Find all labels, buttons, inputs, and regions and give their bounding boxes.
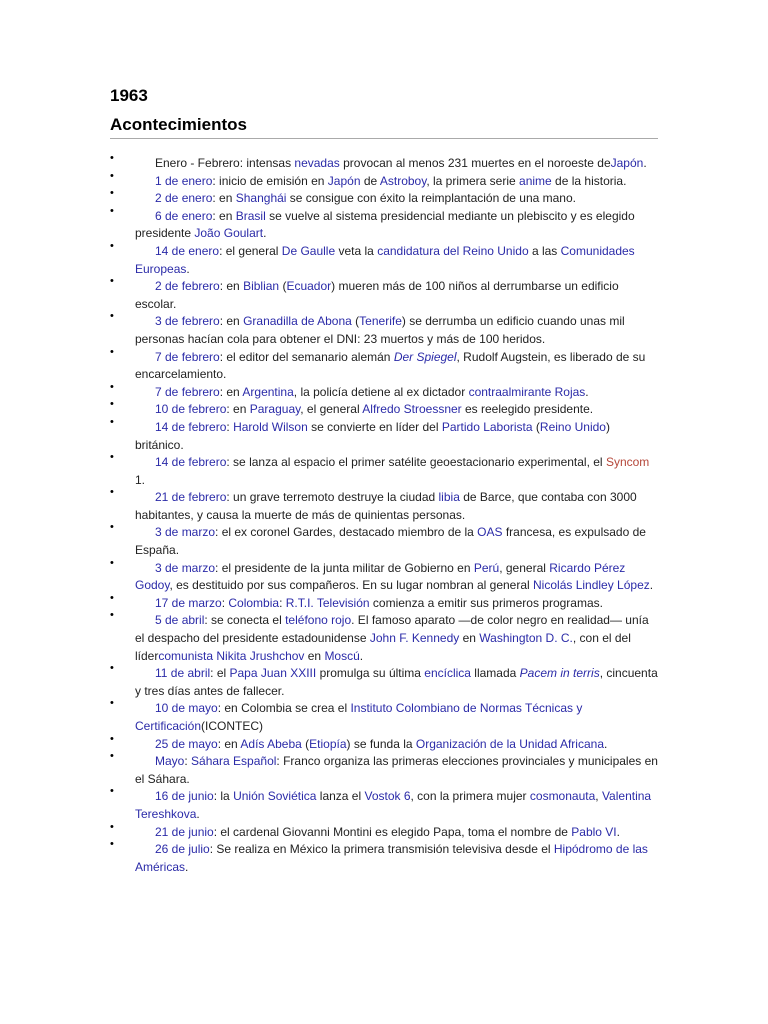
article-link[interactable]: Instituto Colombiano de Normas Técnicas y Certificación <box>135 701 583 733</box>
article-link[interactable]: 10 de febrero <box>155 402 227 417</box>
article-link[interactable]: nevadas <box>294 156 340 170</box>
event-text: ( <box>351 314 360 329</box>
event-text: . <box>643 156 647 170</box>
article-link[interactable]: candidatura del Reino Unido <box>377 243 529 258</box>
article-link[interactable]: Unión Soviética <box>233 789 317 804</box>
bullet-icon: • <box>110 169 114 182</box>
article-link[interactable]: libia <box>438 490 460 505</box>
article-link[interactable]: Paraguay <box>249 402 301 417</box>
event-text: llamada <box>470 666 520 681</box>
event-item <box>110 591 658 613</box>
event-text: Enero - Febrero: intensas <box>155 156 295 170</box>
article-link[interactable]: Organización de la Unidad Africana <box>415 736 604 751</box>
article-link[interactable]: 10 de mayo <box>155 701 218 716</box>
event-text: , el general <box>300 402 363 417</box>
article-link[interactable]: Comunidades Europeas <box>135 243 635 276</box>
article-link[interactable]: 7 de febrero <box>155 384 220 399</box>
event-text: comienza a emitir sus primeros programas. <box>369 595 603 610</box>
article-link[interactable]: Papa Juan XXIII <box>229 666 317 681</box>
missing-article-link[interactable]: Syncom <box>605 455 650 470</box>
bullet-icon: • <box>110 451 114 464</box>
article-link[interactable]: Nicolás Lindley López <box>533 578 650 593</box>
event-item <box>110 310 658 348</box>
article-link[interactable]: Ricardo Pérez Godoy <box>135 560 626 593</box>
event-text: : el <box>210 666 230 681</box>
event-item <box>110 785 658 823</box>
event-text: de Barce, que contaba con 3000 habitantes, y causa la muerte de más de quinientas personas. <box>135 490 637 522</box>
event-item <box>110 820 658 842</box>
event-item <box>110 556 658 595</box>
article-link[interactable]: Mayo <box>155 754 185 769</box>
event-text: . <box>359 648 364 663</box>
article-link[interactable]: João Goulart <box>194 226 264 241</box>
event-text: : <box>279 595 286 610</box>
event-text: , la policía detiene al ex dictador <box>293 384 469 399</box>
event-text: : el cardenal Giovanni Montini es elegido Papa, toma el nombre de <box>213 824 572 839</box>
article-link[interactable]: De Gaulle <box>281 243 336 258</box>
event-item <box>110 750 658 788</box>
event-text: . <box>186 261 190 276</box>
event-text: : en Colombia se crea el <box>217 701 351 716</box>
event-text: : un grave terremoto destruye la ciudad <box>226 490 439 505</box>
article-link[interactable]: 21 de junio <box>155 824 214 839</box>
bullet-icon: • <box>110 239 114 252</box>
article-link[interactable]: Der Spiegel <box>393 349 457 364</box>
article-link[interactable]: Japón <box>610 156 644 170</box>
event-text: , la primera serie <box>426 173 520 188</box>
event-text: : en <box>217 736 241 751</box>
event-text: francesa, es expulsado de España. <box>135 525 646 558</box>
year-title: 1963 <box>110 86 148 105</box>
event-text: ) se derrumba un edificio cuando unas mil personas hacían cola para obtener el DNI: 23 muertos y más de 100 heridos. <box>135 314 625 346</box>
bullet-icon: • <box>110 187 114 200</box>
event-text: : en <box>212 191 236 206</box>
event-text: : Se realiza en México la primera transmisión televisiva desde el <box>209 842 554 857</box>
event-text: , general <box>499 560 550 575</box>
article-link[interactable]: 25 de mayo <box>155 736 218 751</box>
event-item <box>110 838 658 876</box>
bullet-icon: • <box>110 345 114 358</box>
heading-divider <box>110 138 658 139</box>
event-item <box>110 697 658 735</box>
article-link[interactable]: Vostok 6 <box>364 789 411 804</box>
event-text: . <box>616 824 620 839</box>
article-link[interactable]: 6 de enero <box>155 208 213 223</box>
bullet-icon: • <box>110 415 114 428</box>
event-text: : <box>184 754 192 769</box>
article-link[interactable]: Pablo VI <box>571 824 617 839</box>
bullet-icon: • <box>110 380 114 393</box>
event-text: . <box>604 736 608 751</box>
event-text: se convierte en líder del <box>307 419 442 434</box>
bullet-icon: • <box>110 204 114 217</box>
article-link[interactable]: Brasil <box>235 208 266 223</box>
article-link[interactable]: 11 de abril <box>155 666 211 681</box>
bullet-icon: • <box>110 152 114 164</box>
event-text: ) se funda la <box>346 736 416 751</box>
article-link[interactable]: Shanghái <box>235 191 287 206</box>
article-link[interactable]: 3 de febrero <box>155 314 220 329</box>
event-text: (ICONTEC) <box>201 719 264 733</box>
bullet-icon: • <box>110 398 114 411</box>
article-link[interactable]: anime <box>519 173 552 188</box>
article-link[interactable]: Tenerife <box>359 314 402 329</box>
bullet-icon: • <box>110 732 114 745</box>
article-link[interactable]: 14 de febrero <box>155 455 227 470</box>
event-text: : en <box>219 279 244 294</box>
event-text: a las <box>528 243 561 258</box>
event-text: es reelegido presidente. <box>461 402 594 417</box>
event-text: se vuelve al sistema presidencial mediante un plebiscito y es elegido presidente <box>135 208 635 241</box>
event-text: ) británico. <box>135 419 610 452</box>
article-link[interactable]: cosmonauta <box>529 789 596 804</box>
events-list <box>110 152 658 876</box>
bullet-icon: • <box>110 591 114 604</box>
event-text: , Rudolf Augstein, es liberado de su encarcelamiento. <box>135 349 646 382</box>
event-text: : en <box>212 208 236 223</box>
bullet-icon: • <box>110 556 114 569</box>
event-text: de <box>360 173 380 188</box>
article-link[interactable]: Japón <box>327 173 361 188</box>
article-link[interactable]: R.T.I. Televisión <box>285 595 370 610</box>
article-link[interactable]: 3 de marzo <box>155 525 216 540</box>
event-item <box>110 732 658 754</box>
article-link[interactable]: Astroboy <box>379 173 427 188</box>
event-text: : <box>221 595 229 610</box>
event-item <box>110 204 658 243</box>
event-item <box>110 398 658 419</box>
article-link[interactable]: Washington D. C. <box>479 631 573 646</box>
event-text: , es destituido por sus compañeros. En su lugar nombran al general <box>169 578 534 593</box>
event-text: : el ex coronel Gardes, destacado miembro de la <box>215 525 478 540</box>
event-text: : el editor del semanario alemán <box>219 349 394 364</box>
event-text: , con el del líder <box>135 631 631 663</box>
article-link[interactable]: teléfono rojo <box>285 613 352 628</box>
article-link[interactable]: Biblian <box>243 279 280 294</box>
article-link[interactable]: 14 de febrero <box>155 419 227 434</box>
event-text: en <box>459 631 480 646</box>
event-text: : se lanza al espacio el primer satélite geoestacionario experimental, el <box>226 455 606 470</box>
article-link[interactable]: contraalmirante Rojas <box>468 384 586 399</box>
event-item <box>110 345 658 384</box>
event-item <box>110 521 658 559</box>
event-item <box>110 187 658 208</box>
article-link[interactable]: Granadilla de Abona <box>243 314 352 329</box>
article-link[interactable]: OAS <box>477 525 503 540</box>
article-link[interactable]: 16 de junio <box>155 789 214 804</box>
event-text: : el general <box>219 243 282 258</box>
event-text: : la <box>213 789 234 804</box>
event-item <box>110 662 658 700</box>
bullet-icon: • <box>110 750 114 763</box>
event-text: : en <box>219 314 244 329</box>
bullet-icon: • <box>110 785 114 798</box>
article-link[interactable]: Valentina Tereshkova <box>135 789 652 821</box>
event-text: , con la primera mujer <box>410 789 530 804</box>
section-heading: Acontecimientos <box>110 115 247 134</box>
article-link[interactable]: Colombia <box>228 595 280 610</box>
event-text: en <box>304 648 325 663</box>
article-link[interactable]: Reino Unido <box>539 419 606 434</box>
event-text: : inicio de emisión en <box>212 173 328 188</box>
event-text: de la historia. <box>551 173 627 188</box>
bullet-icon: • <box>110 838 114 851</box>
event-text: ( <box>532 419 540 434</box>
event-text: . <box>649 578 654 593</box>
event-item <box>110 275 658 313</box>
event-item <box>110 609 658 665</box>
article-link[interactable]: Ecuador <box>286 279 332 294</box>
event-text: provocan al menos 231 muertes en el noroeste de <box>339 156 611 170</box>
article-link[interactable]: Moscú <box>324 648 360 663</box>
bullet-icon: • <box>110 275 114 288</box>
article-link[interactable]: 1 de enero <box>155 173 213 188</box>
event-text: ( <box>301 736 310 751</box>
article-link[interactable]: 17 de marzo <box>155 595 222 610</box>
article-link[interactable]: Argentina <box>242 384 294 399</box>
event-text: . El famoso aparato —de color negro en realidad— unía el despacho del presidente estadounidense <box>135 613 649 646</box>
event-text: : se conecta el <box>204 613 286 628</box>
article-link[interactable]: 2 de enero <box>155 191 213 206</box>
bullet-icon: • <box>110 662 114 675</box>
article-link[interactable]: Etiopía <box>309 736 347 751</box>
article-link[interactable]: 3 de marzo <box>155 560 216 575</box>
article-link[interactable]: Adís Abeba <box>240 736 302 751</box>
article-link[interactable]: Hipódromo de las Américas <box>135 842 648 874</box>
event-item <box>110 380 658 402</box>
article-link[interactable]: Alfredo Stroessner <box>362 402 462 417</box>
event-item <box>110 486 658 524</box>
article-link[interactable]: Sáhara Español <box>191 754 277 769</box>
event-text: veta la <box>335 243 378 258</box>
article-link[interactable]: 2 de febrero <box>155 279 220 294</box>
event-item <box>110 415 658 454</box>
event-text: : en <box>219 384 243 399</box>
event-text: 1. <box>135 472 146 487</box>
article-link[interactable]: Pacem in terris <box>519 666 600 681</box>
event-text: . <box>196 806 200 821</box>
event-text: : en <box>226 402 250 417</box>
article-link[interactable]: 5 de abril <box>155 613 205 628</box>
article-link[interactable]: John F. Kennedy <box>369 631 460 646</box>
article-link[interactable]: Nikita Jrushchov <box>216 648 305 663</box>
event-text: . <box>585 384 589 399</box>
article-link[interactable]: 21 de febrero <box>155 490 227 505</box>
article-link[interactable]: Harold Wilson <box>233 419 308 434</box>
article-link[interactable]: 14 de enero <box>155 243 220 258</box>
event-text: lanza el <box>316 789 365 804</box>
event-text: , <box>595 789 602 804</box>
article-link[interactable]: Partido Laborista <box>441 419 533 434</box>
article-link[interactable]: comunista <box>158 648 214 663</box>
bullet-icon: • <box>110 609 114 622</box>
bullet-icon: • <box>110 697 114 710</box>
event-item <box>110 451 658 489</box>
bullet-icon: • <box>110 820 114 833</box>
event-text: ( <box>279 279 287 294</box>
article-link[interactable]: 7 de febrero <box>155 349 220 364</box>
event-text: : <box>226 419 234 434</box>
article-link[interactable]: 26 de julio <box>155 842 210 857</box>
article-link[interactable]: Perú <box>473 560 500 575</box>
event-text: , cincuenta y tres días antes de fallecer. <box>135 666 658 698</box>
article-link[interactable]: encíclica <box>424 666 471 681</box>
event-item <box>110 169 658 191</box>
event-text: se consigue con éxito la reimplantación de una mano. <box>286 191 576 206</box>
bullet-icon: • <box>110 310 114 323</box>
bullet-icon: • <box>110 521 114 534</box>
event-text: promulga su última <box>316 666 425 681</box>
bullet-icon: • <box>110 486 114 499</box>
event-text: . <box>263 226 267 241</box>
event-item <box>110 152 658 173</box>
event-text: . <box>185 859 189 874</box>
event-text: : Franco organiza las primeras elecciones provinciales y municipales en el Sáhara. <box>135 754 658 786</box>
event-item <box>110 239 658 278</box>
event-text: : el presidente de la junta militar de Gobierno en <box>215 560 474 575</box>
event-text: ) mueren más de 100 niños al derrumbarse un edificio escolar. <box>135 279 619 311</box>
